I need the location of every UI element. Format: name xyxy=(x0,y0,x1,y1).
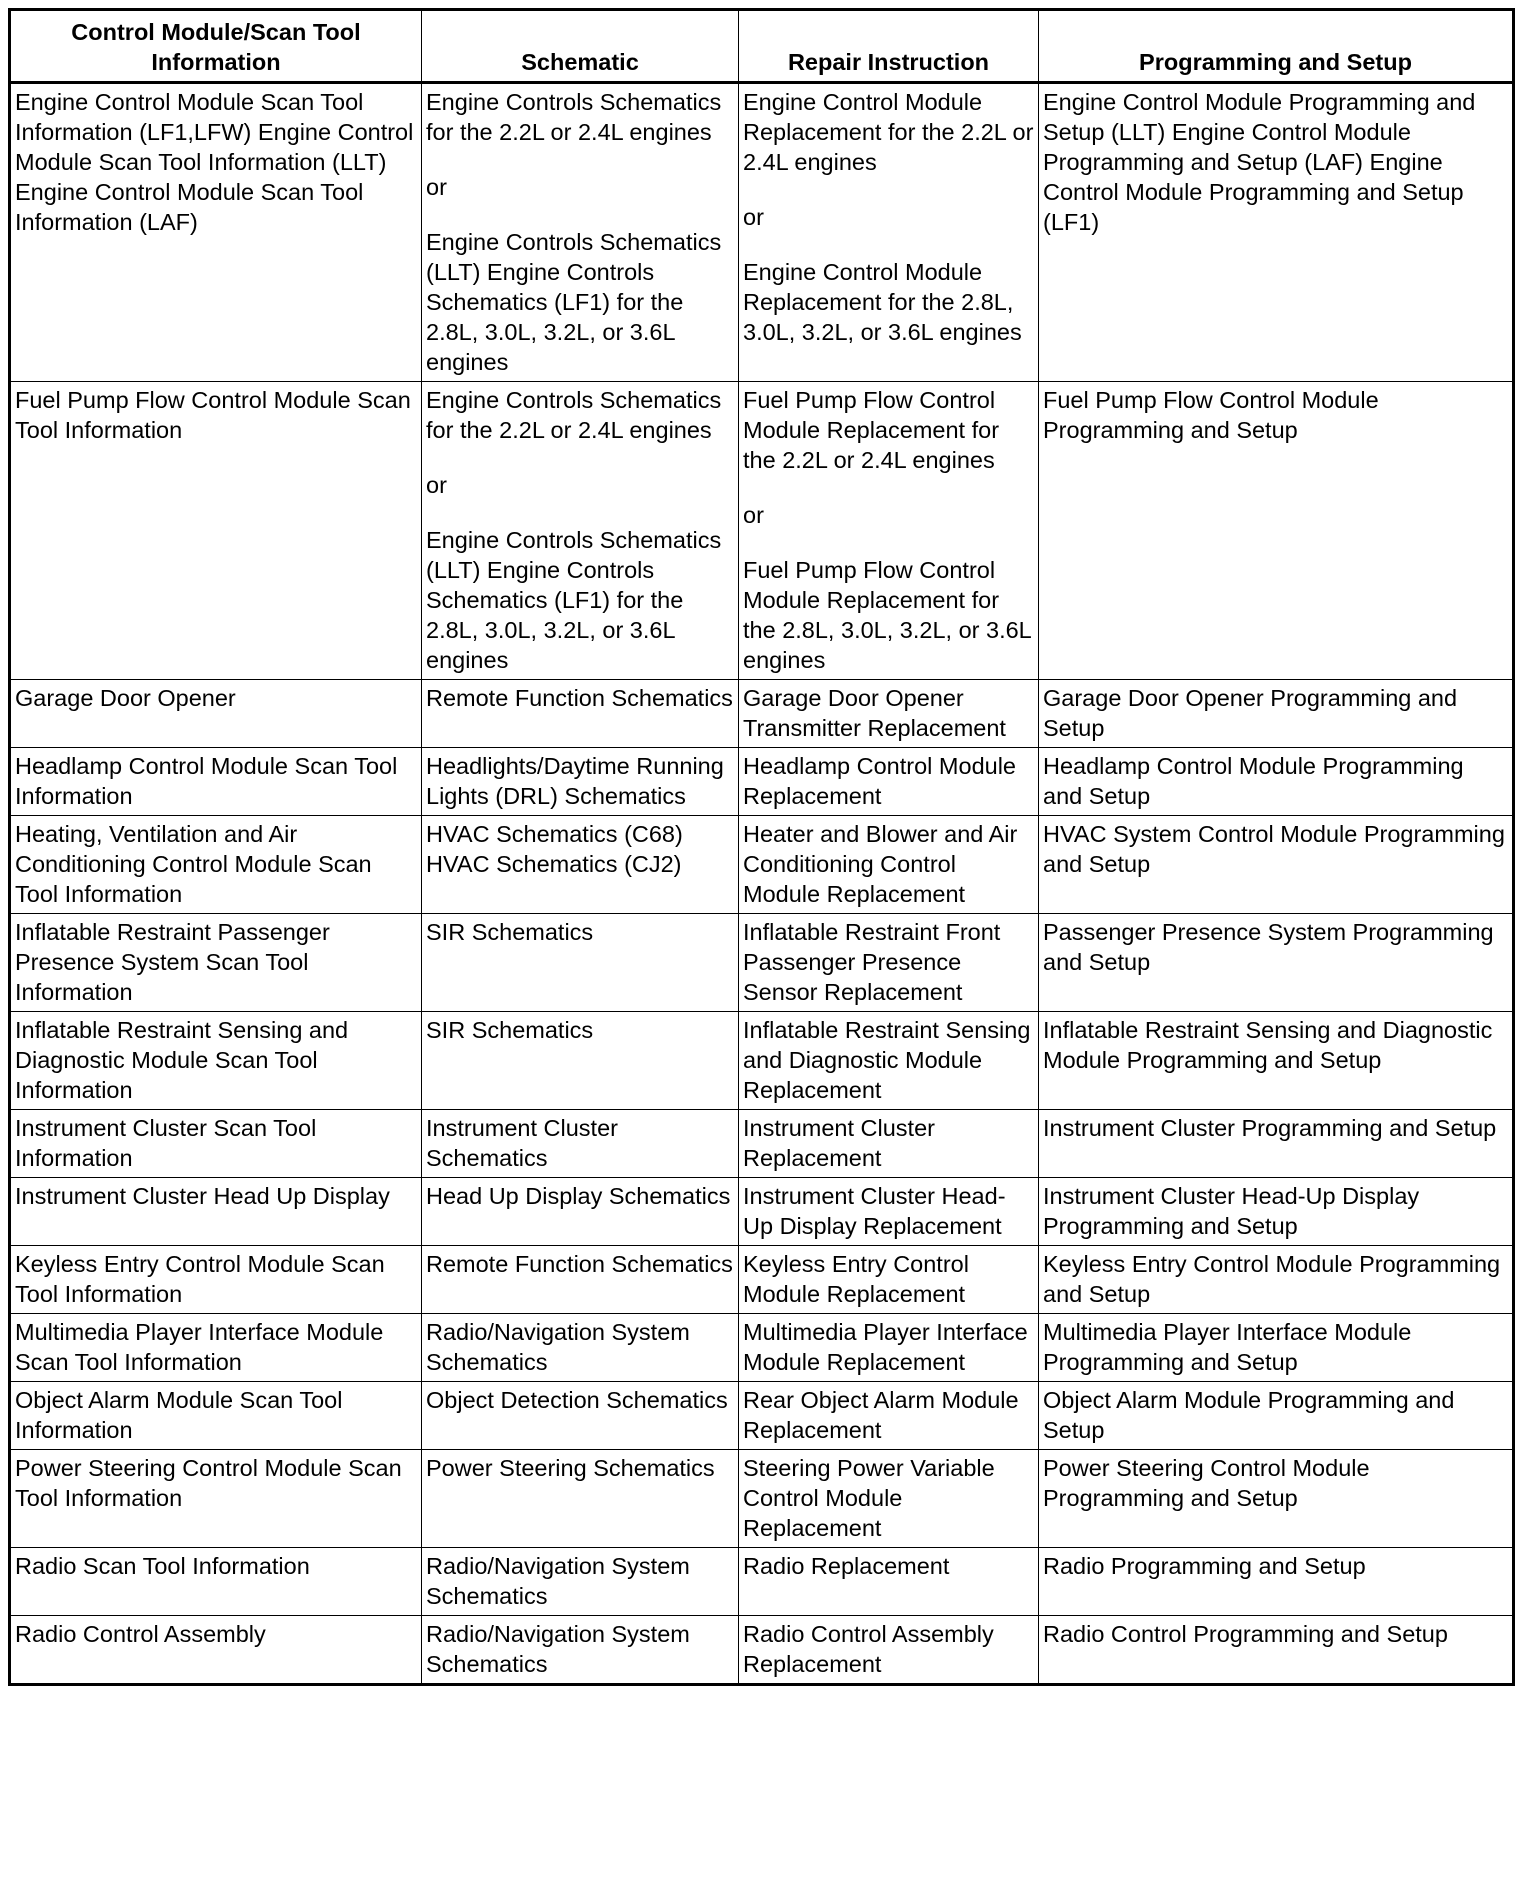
reference-table-container xyxy=(8,8,1512,1686)
module-cell: Headlamp Control Module Scan Tool Information xyxy=(10,748,422,816)
schematic-text: SIR Schematics xyxy=(426,919,594,945)
schematic-text: Remote Function Schematics xyxy=(426,1251,733,1277)
repair-text: Rear Object Alarm Module Replacement xyxy=(743,1387,1019,1443)
repair-cell xyxy=(739,680,1039,748)
repair-text: Instrument Cluster Replacement xyxy=(743,1115,935,1171)
table-row xyxy=(10,382,1514,680)
module-cell: Radio Control Assembly xyxy=(10,1616,422,1685)
repair-text: Radio Replacement xyxy=(743,1553,950,1579)
module-cell: Object Alarm Module Scan Tool Information xyxy=(10,1382,422,1450)
table-row xyxy=(10,1314,1514,1382)
programming-cell: Radio Control Programming and Setup xyxy=(1039,1616,1514,1685)
schematic-text: Engine Controls Schematics (LLT) Engine Controls Schematics (LF1) for the 2.8L, 3.0L, 3.2L, or 3.6L engines xyxy=(426,527,722,673)
table-row xyxy=(10,914,1514,1012)
programming-cell: Fuel Pump Flow Control Module Programming and Setup xyxy=(1039,382,1514,680)
table-header xyxy=(10,10,1514,83)
schematic-cell xyxy=(422,1178,739,1246)
table-row xyxy=(10,1246,1514,1314)
repair-cell xyxy=(739,816,1039,914)
programming-cell: Passenger Presence System Programming and Setup xyxy=(1039,914,1514,1012)
table-body xyxy=(10,83,1514,1685)
module-cell: Inflatable Restraint Sensing and Diagnostic Module Scan Tool Information xyxy=(10,1012,422,1110)
schematic-text: Radio/Navigation System Schematics xyxy=(426,1319,690,1375)
table-row xyxy=(10,1110,1514,1178)
repair-cell xyxy=(739,1314,1039,1382)
module-cell: Instrument Cluster Scan Tool Information xyxy=(10,1110,422,1178)
header-row xyxy=(10,10,1514,83)
schematic-text: Radio/Navigation System Schematics xyxy=(426,1621,690,1677)
header-schematic: Schematic xyxy=(422,10,739,83)
schematic-cell xyxy=(422,1382,739,1450)
module-cell: Multimedia Player Interface Module Scan Tool Information xyxy=(10,1314,422,1382)
schematic-text: or xyxy=(426,472,447,498)
table-row xyxy=(10,1548,1514,1616)
schematic-text: Radio/Navigation System Schematics xyxy=(426,1553,690,1609)
programming-cell: Object Alarm Module Programming and Setup xyxy=(1039,1382,1514,1450)
schematic-cell xyxy=(422,1616,739,1685)
schematic-cell xyxy=(422,1450,739,1548)
repair-text: Multimedia Player Interface Module Replacement xyxy=(743,1319,1028,1375)
schematic-text: Engine Controls Schematics for the 2.2L or 2.4L engines xyxy=(426,387,722,443)
schematic-cell xyxy=(422,680,739,748)
schematic-cell xyxy=(422,748,739,816)
repair-cell xyxy=(739,1246,1039,1314)
module-cell: Heating, Ventilation and Air Conditioning Control Module Scan Tool Information xyxy=(10,816,422,914)
schematic-text: Head Up Display Schematics xyxy=(426,1183,731,1209)
schematic-text: SIR Schematics xyxy=(426,1017,594,1043)
programming-cell: Instrument Cluster Head-Up Display Programming and Setup xyxy=(1039,1178,1514,1246)
repair-text: or xyxy=(743,204,764,230)
schematic-text: Remote Function Schematics xyxy=(426,685,733,711)
repair-text: Heater and Blower and Air Conditioning Control Module Replacement xyxy=(743,821,1018,907)
module-cell: Instrument Cluster Head Up Display xyxy=(10,1178,422,1246)
table-row xyxy=(10,1382,1514,1450)
module-cell: Radio Scan Tool Information xyxy=(10,1548,422,1616)
programming-cell: Engine Control Module Programming and Setup (LLT) Engine Control Module Programming and Setup (LAF) Engine Control Module Programming and Setup (LF1) xyxy=(1039,83,1514,382)
schematic-text: Instrument Cluster Schematics xyxy=(426,1115,618,1171)
module-cell: Power Steering Control Module Scan Tool Information xyxy=(10,1450,422,1548)
repair-cell xyxy=(739,1450,1039,1548)
repair-cell xyxy=(739,748,1039,816)
reference-table xyxy=(8,8,1515,1686)
module-cell: Garage Door Opener xyxy=(10,680,422,748)
schematic-text: Engine Controls Schematics for the 2.2L or 2.4L engines xyxy=(426,89,722,145)
schematic-cell xyxy=(422,1314,739,1382)
programming-cell: Multimedia Player Interface Module Programming and Setup xyxy=(1039,1314,1514,1382)
programming-cell: Power Steering Control Module Programming and Setup xyxy=(1039,1450,1514,1548)
table-row xyxy=(10,1616,1514,1685)
table-row xyxy=(10,748,1514,816)
table-row xyxy=(10,1012,1514,1110)
schematic-text: HVAC Schematics (C68) HVAC Schematics (CJ2) xyxy=(426,821,683,877)
schematic-text: or xyxy=(426,174,447,200)
repair-text: Engine Control Module Replacement for the 2.8L, 3.0L, 3.2L, or 3.6L engines xyxy=(743,259,1022,345)
table-row xyxy=(10,1178,1514,1246)
table-row xyxy=(10,680,1514,748)
repair-text: or xyxy=(743,502,764,528)
repair-cell xyxy=(739,1548,1039,1616)
programming-cell: Garage Door Opener Programming and Setup xyxy=(1039,680,1514,748)
repair-text: Garage Door Opener Transmitter Replacement xyxy=(743,685,1006,741)
module-cell: Engine Control Module Scan Tool Information (LF1,LFW) Engine Control Module Scan Tool Information (LLT) Engine Control Module Scan Tool Information (LAF) xyxy=(10,83,422,382)
schematic-cell xyxy=(422,83,739,382)
programming-cell: Instrument Cluster Programming and Setup xyxy=(1039,1110,1514,1178)
repair-cell xyxy=(739,914,1039,1012)
schematic-cell xyxy=(422,914,739,1012)
table-row xyxy=(10,83,1514,382)
repair-text: Fuel Pump Flow Control Module Replacement for the 2.2L or 2.4L engines xyxy=(743,387,1000,473)
schematic-cell xyxy=(422,1012,739,1110)
module-cell: Fuel Pump Flow Control Module Scan Tool Information xyxy=(10,382,422,680)
schematic-cell xyxy=(422,382,739,680)
repair-text: Inflatable Restraint Front Passenger Presence Sensor Replacement xyxy=(743,919,1001,1005)
schematic-cell xyxy=(422,816,739,914)
repair-text: Inflatable Restraint Sensing and Diagnostic Module Replacement xyxy=(743,1017,1031,1103)
repair-text: Fuel Pump Flow Control Module Replacement for the 2.8L, 3.0L, 3.2L, or 3.6L engines xyxy=(743,557,1031,673)
repair-cell xyxy=(739,1616,1039,1685)
programming-cell: HVAC System Control Module Programming and Setup xyxy=(1039,816,1514,914)
repair-text: Steering Power Variable Control Module Replacement xyxy=(743,1455,995,1541)
programming-cell: Inflatable Restraint Sensing and Diagnostic Module Programming and Setup xyxy=(1039,1012,1514,1110)
repair-text: Radio Control Assembly Replacement xyxy=(743,1621,994,1677)
schematic-text: Headlights/Daytime Running Lights (DRL) Schematics xyxy=(426,753,724,809)
header-repair: Repair Instruction xyxy=(739,10,1039,83)
schematic-text: Object Detection Schematics xyxy=(426,1387,728,1413)
schematic-cell xyxy=(422,1110,739,1178)
repair-text: Headlamp Control Module Replacement xyxy=(743,753,1017,809)
schematic-text: Engine Controls Schematics (LLT) Engine Controls Schematics (LF1) for the 2.8L, 3.0L, 3.2L, or 3.6L engines xyxy=(426,229,722,375)
repair-cell xyxy=(739,1178,1039,1246)
repair-cell xyxy=(739,382,1039,680)
schematic-cell xyxy=(422,1548,739,1616)
repair-cell xyxy=(739,83,1039,382)
table-row xyxy=(10,1450,1514,1548)
repair-text: Keyless Entry Control Module Replacement xyxy=(743,1251,969,1307)
repair-cell xyxy=(739,1110,1039,1178)
table-row xyxy=(10,816,1514,914)
module-cell: Inflatable Restraint Passenger Presence System Scan Tool Information xyxy=(10,914,422,1012)
programming-cell: Headlamp Control Module Programming and Setup xyxy=(1039,748,1514,816)
repair-text: Engine Control Module Replacement for the 2.2L or 2.4L engines xyxy=(743,89,1034,175)
repair-cell xyxy=(739,1012,1039,1110)
programming-cell: Keyless Entry Control Module Programming and Setup xyxy=(1039,1246,1514,1314)
repair-cell xyxy=(739,1382,1039,1450)
programming-cell: Radio Programming and Setup xyxy=(1039,1548,1514,1616)
schematic-text: Power Steering Schematics xyxy=(426,1455,715,1481)
schematic-cell xyxy=(422,1246,739,1314)
module-cell: Keyless Entry Control Module Scan Tool Information xyxy=(10,1246,422,1314)
header-programming: Programming and Setup xyxy=(1039,10,1514,83)
repair-text: Instrument Cluster Head-Up Display Replacement xyxy=(743,1183,1006,1239)
header-module: Control Module/Scan Tool Information xyxy=(10,10,422,83)
